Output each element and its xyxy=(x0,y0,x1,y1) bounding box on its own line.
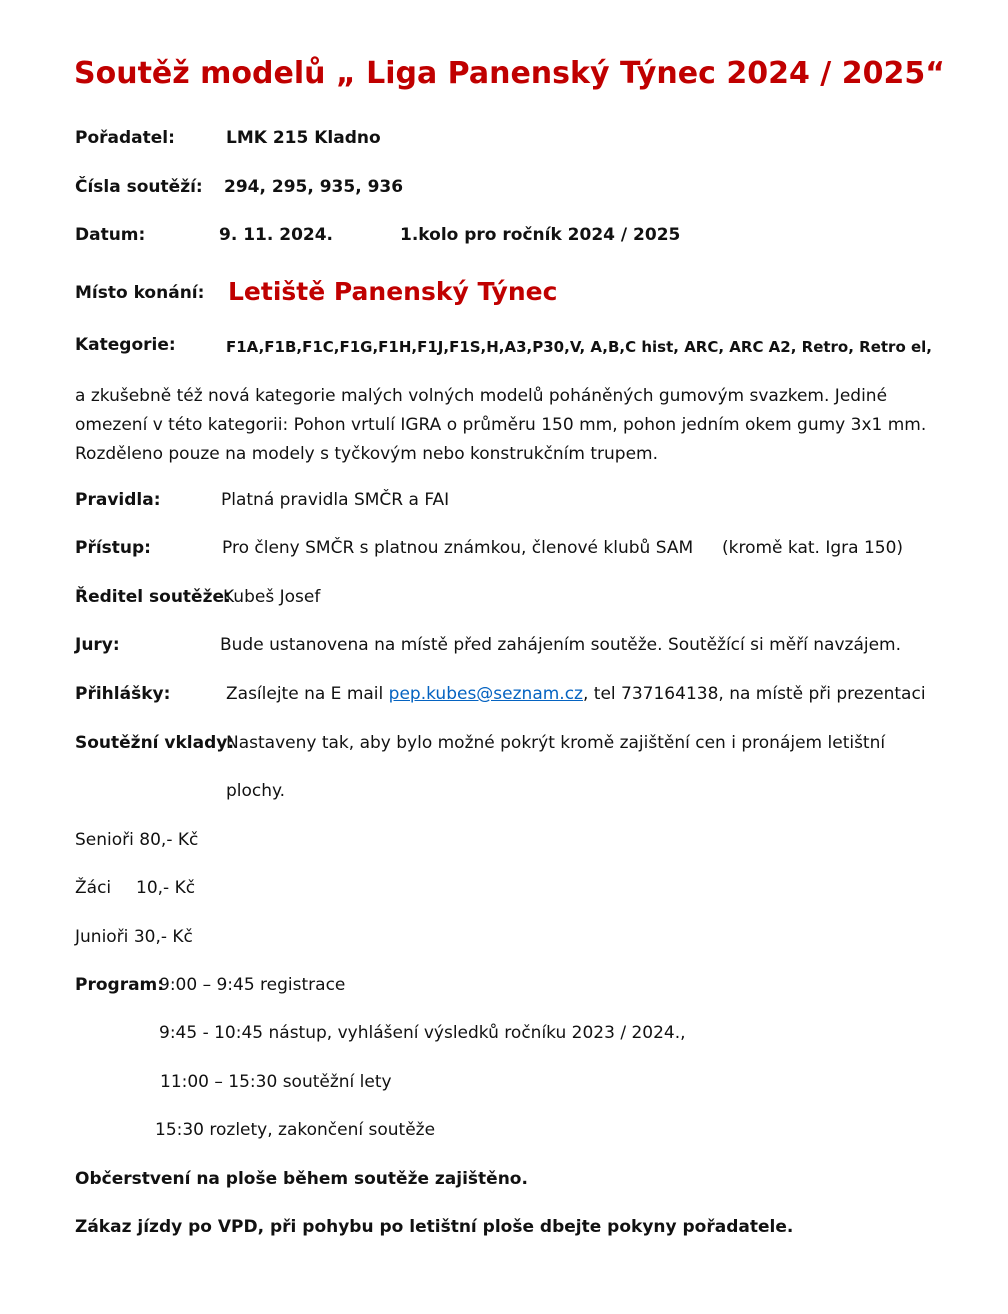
fee-seniors xyxy=(75,830,198,850)
categories-note-line: Rozděleno pouze na modely s tyčkovým nebo konstrukčním trupem. xyxy=(75,444,659,464)
applications-suffix: , tel 737164138, na místě při prezentaci xyxy=(582,684,926,704)
fees-text-line1: Nastaveny tak, aby bylo možné pokrýt kromě zajištění cen i pronájem letištní xyxy=(226,733,886,753)
program-item: 15:30 rozlety, zakončení soutěže xyxy=(155,1120,436,1140)
fee-pupils-label: Žáci xyxy=(75,878,112,898)
fee-juniors-value: 30,- Kč xyxy=(133,927,193,947)
categories-label: Kategorie: xyxy=(75,335,176,355)
fee-juniors-label: Junioři xyxy=(75,927,129,947)
date-value: 9. 11. 2024. xyxy=(219,225,334,245)
rules-value: Platná pravidla SMČR a FAI xyxy=(221,490,450,510)
fees-label: Soutěžní vklady: xyxy=(75,733,235,753)
fee-pupils-value: 10,- Kč xyxy=(136,878,196,898)
contest-numbers-label: Čísla soutěží: xyxy=(75,177,203,197)
program-item: 9:00 – 9:45 registrace xyxy=(159,975,346,995)
fees-text-line2: plochy. xyxy=(226,781,286,801)
jury-value: Bude ustanovena na místě před zahájením soutěže. Soutěžící si měří navzájem. xyxy=(220,635,902,655)
fee-juniors xyxy=(75,927,193,947)
organizer-label: Pořadatel: xyxy=(75,128,175,148)
categories-note-line: a zkušebně též nová kategorie malých volných modelů poháněných gumovým svazkem. Jediné xyxy=(75,386,888,406)
date-label: Datum: xyxy=(75,225,146,245)
round-value: 1.kolo pro ročník 2024 / 2025 xyxy=(400,225,681,245)
categories-note xyxy=(75,382,935,469)
applications-label: Přihlášky: xyxy=(75,684,171,704)
access-note: (kromě kat. Igra 150) xyxy=(722,538,904,558)
director-value: Kubeš Josef xyxy=(223,587,321,607)
categories-value: F1A,F1B,F1C,F1G,F1H,F1J,F1S,H,A3,P30,V, A,B,C hist, ARC, ARC A2, Retro, Retro el, xyxy=(226,338,932,356)
applications-prefix: Zasílejte na E mail xyxy=(226,684,384,704)
organizer-value: LMK 215 Kladno xyxy=(226,128,381,148)
email-link[interactable]: pep.kubes@seznam.cz xyxy=(388,684,583,704)
program-label: Program: xyxy=(75,975,165,995)
director-label: Ředitel soutěže: xyxy=(75,587,231,607)
contest-numbers-value: 294, 295, 935, 936 xyxy=(224,177,404,197)
categories-note-line: omezení v této kategorii: Pohon vrtulí IGRA o průměru 150 mm, pohon jedním okem gumy 3x1 mm. xyxy=(75,415,927,435)
fee-seniors-label: Senioři xyxy=(75,830,134,850)
fee-seniors-value: 80,- Kč xyxy=(139,830,199,850)
access-label: Přístup: xyxy=(75,538,151,558)
access-value: Pro členy SMČR s platnou známkou, členové klubů SAM xyxy=(222,538,694,558)
program-item: 11:00 – 15:30 soutěžní lety xyxy=(160,1072,392,1092)
rules-label: Pravidla: xyxy=(75,490,161,510)
refreshments-note: Občerstvení na ploše během soutěže zajištěno. xyxy=(75,1169,528,1189)
venue-value: Letiště Panenský Týnec xyxy=(228,277,558,306)
program-item: 9:45 - 10:45 nástup, vyhlášení výsledků ročníku 2023 / 2024., xyxy=(159,1023,686,1043)
jury-label: Jury: xyxy=(75,635,120,655)
document-title: Soutěž modelů „ Liga Panenský Týnec 2024 / 2025“ xyxy=(74,56,945,91)
venue-label: Místo konání: xyxy=(75,283,205,303)
applications-value xyxy=(226,684,926,704)
traffic-notice: Zákaz jízdy po VPD, při pohybu po letištní ploše dbejte pokyny pořadatele. xyxy=(75,1217,794,1237)
